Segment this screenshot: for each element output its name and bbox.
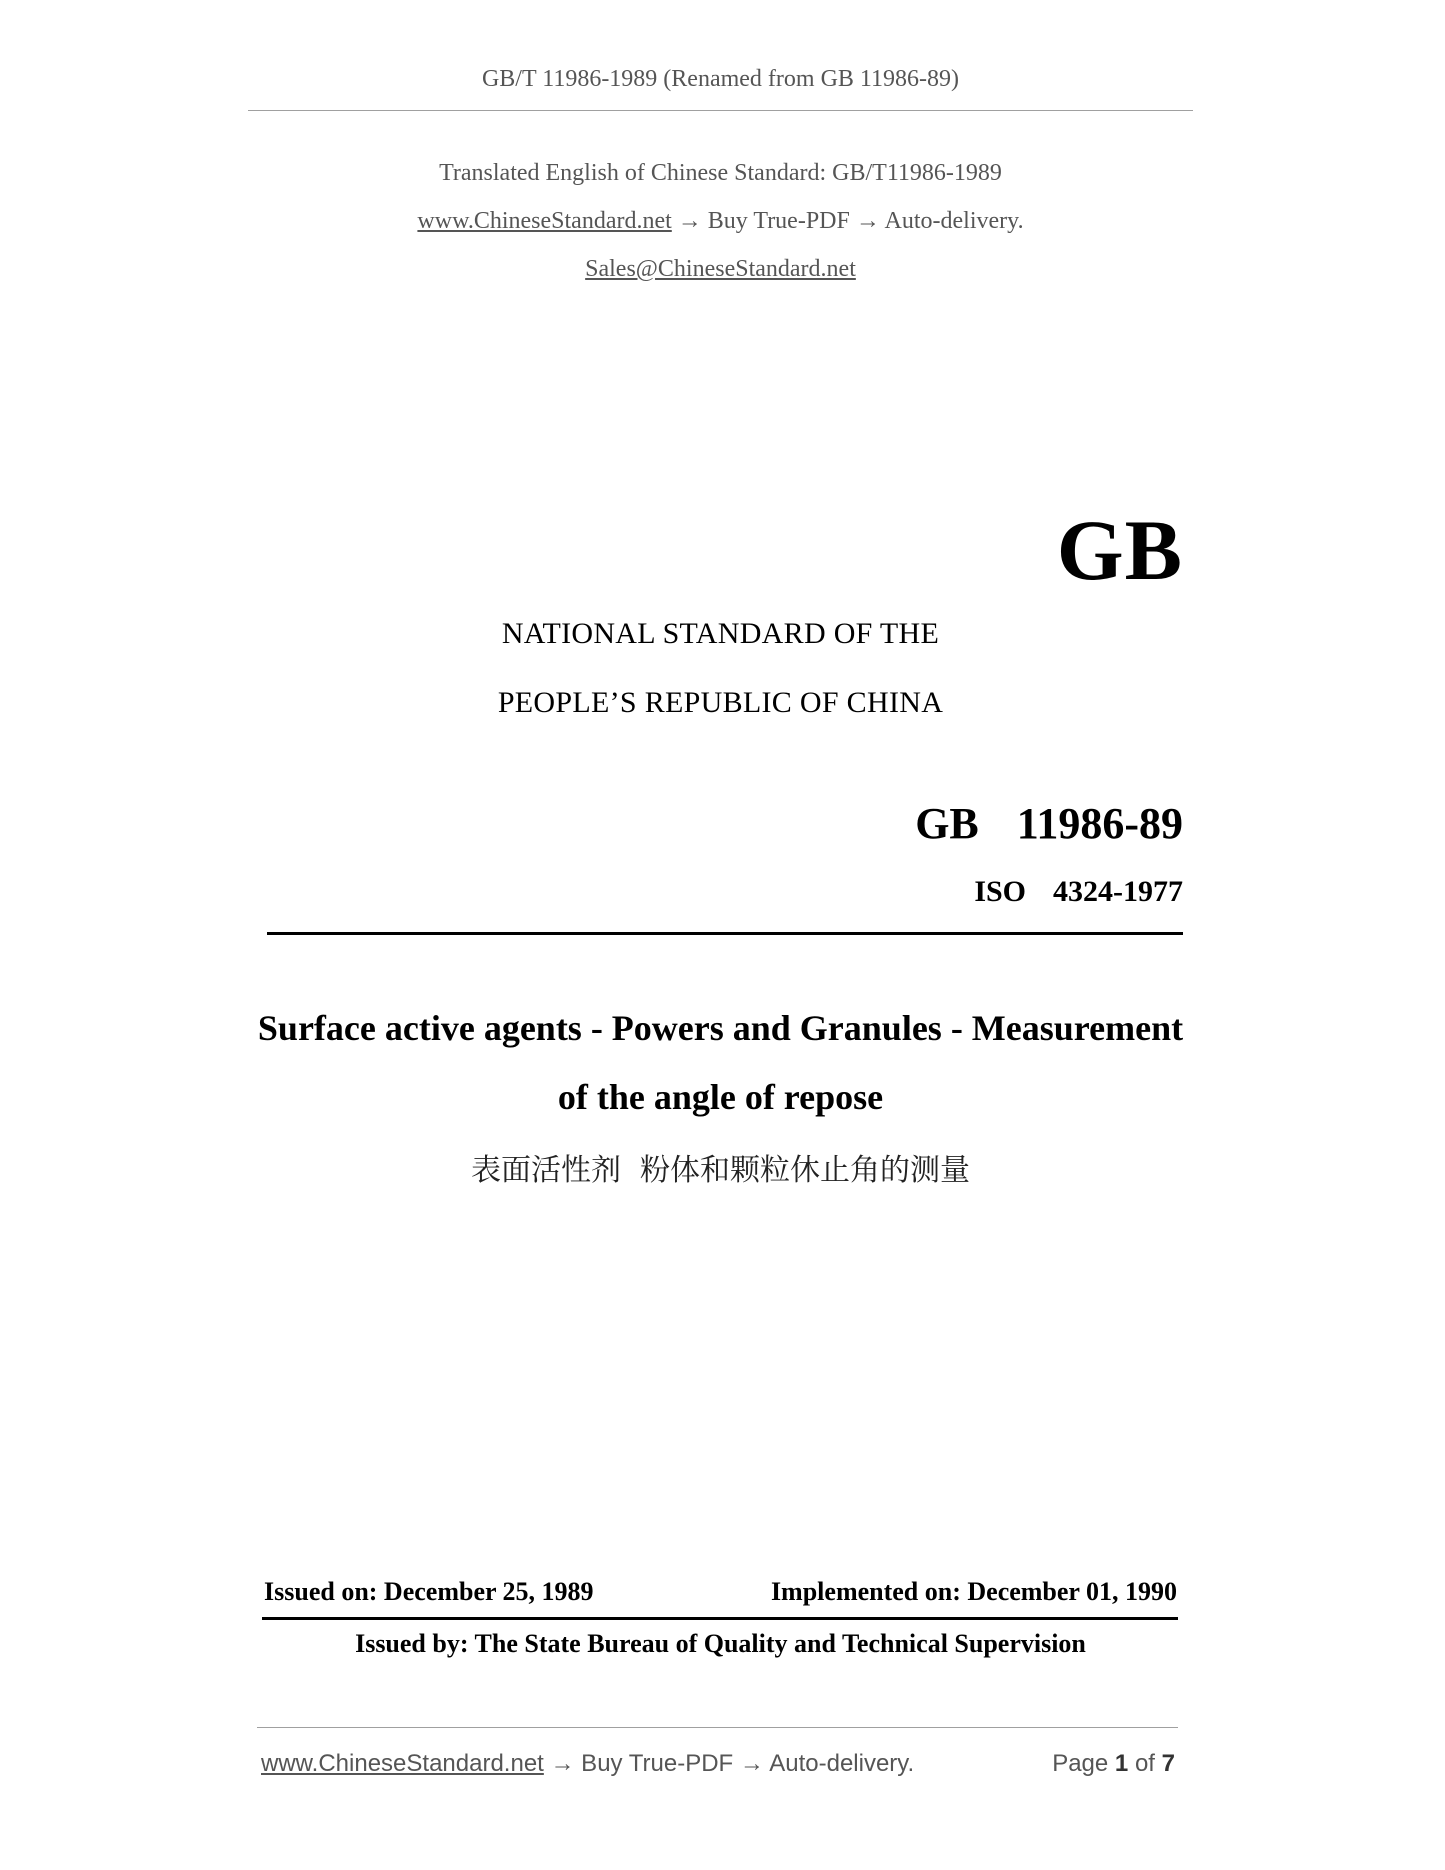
site-link[interactable]: www.ChineseStandard.net (417, 208, 672, 234)
footer-promo (261, 1750, 914, 1778)
standard-code: GB 11986-89 (915, 799, 1183, 848)
implemented-on-date: Implemented on: December 01, 1990 (770, 1577, 1177, 1606)
page-total: 7 (1161, 1750, 1175, 1777)
email-line (248, 256, 1193, 283)
issued-by: Issued by: The State Bureau of Quality and Technical Supervision (355, 1629, 1086, 1658)
document-title-chinese: 表面活性剂 粉体和颗粒休止角的测量 (470, 1153, 971, 1188)
header-divider (248, 110, 1193, 111)
title-divider (267, 932, 1183, 935)
translation-notice: Translated English of Chinese Standard: GB/T11986-1989 (439, 160, 1002, 186)
page-of: of (1134, 1750, 1155, 1777)
running-header: GB/T 11986-1989 (Renamed from GB 11986-89) (481, 66, 960, 92)
iso-code: ISO 4324-1977 (974, 875, 1183, 908)
national-standard-line-1: NATIONAL STANDARD OF THE (501, 617, 940, 650)
document-title-line-2: of the angle of repose (557, 1077, 884, 1117)
page-word: Page (1052, 1750, 1109, 1777)
gb-logo: GB (1056, 502, 1183, 598)
footer-promo-text: → Buy True-PDF → Auto-delivery. (543, 1750, 915, 1777)
email-link[interactable]: Sales@ChineseStandard.net (585, 256, 856, 282)
promo-text: → Buy True-PDF → Auto-delivery. (671, 208, 1024, 234)
page-current: 1 (1114, 1750, 1129, 1777)
issued-on-date: Issued on: December 25, 1989 (264, 1577, 594, 1606)
footer-site-link[interactable]: www.ChineseStandard.net (261, 1750, 544, 1777)
promo-line (248, 208, 1193, 235)
national-standard-line-2: PEOPLE’S REPUBLIC OF CHINA (497, 686, 944, 719)
footer-divider (257, 1727, 1178, 1728)
document-title-line-1: Surface active agents - Powers and Granules - Measurement (257, 1008, 1184, 1048)
issued-divider (262, 1617, 1178, 1620)
page-indicator (1052, 1750, 1175, 1778)
